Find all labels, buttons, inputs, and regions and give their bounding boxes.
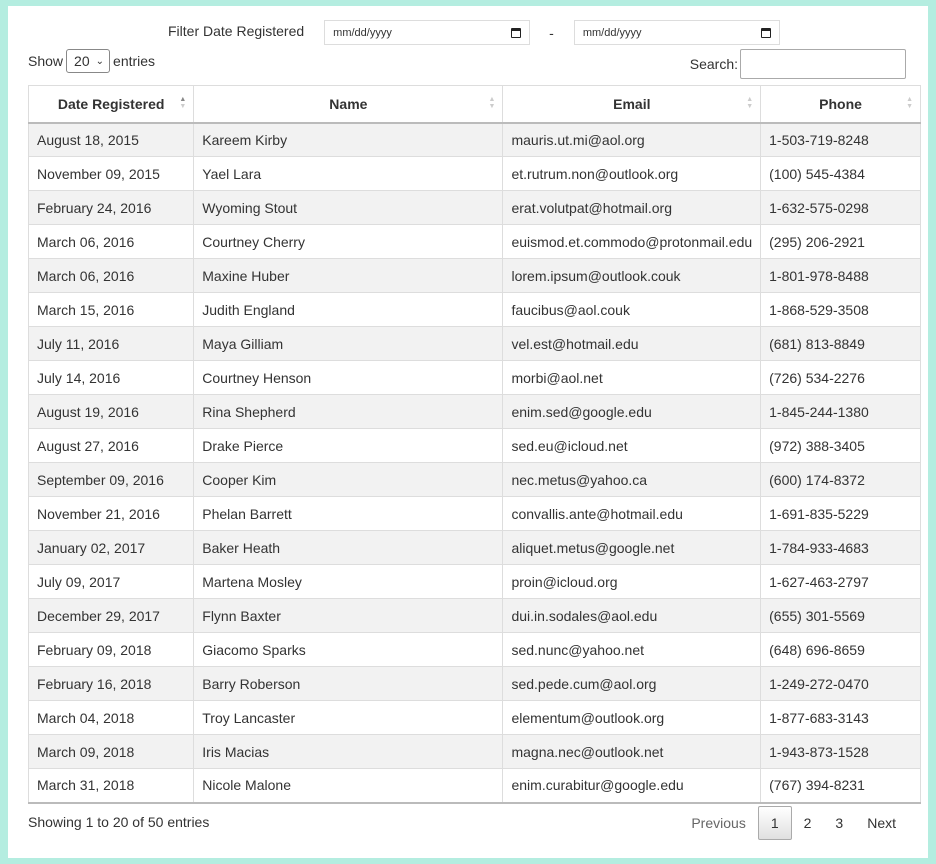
search-input[interactable]	[740, 49, 906, 79]
cell-date: February 24, 2016	[29, 191, 194, 225]
table-row[interactable]	[29, 157, 921, 191]
previous-button[interactable]: Previous	[691, 815, 746, 831]
table-row[interactable]	[29, 463, 921, 497]
cell-name: Troy Lancaster	[194, 701, 503, 735]
cell-name: Rina Shepherd	[194, 395, 503, 429]
cell-phone: (655) 301-5569	[761, 599, 921, 633]
cell-name: Cooper Kim	[194, 463, 503, 497]
cell-phone: (648) 696-8659	[761, 633, 921, 667]
cell-phone: (681) 813-8849	[761, 327, 921, 361]
table-row[interactable]	[29, 667, 921, 701]
cell-email: mauris.ut.mi@aol.org	[503, 123, 761, 157]
column-header-phone[interactable]	[761, 86, 921, 123]
cell-date: July 09, 2017	[29, 565, 194, 599]
cell-phone: 1-877-683-3143	[761, 701, 921, 735]
date-separator: -	[549, 24, 554, 41]
cell-name: Courtney Cherry	[194, 225, 503, 259]
cell-name: Judith England	[194, 293, 503, 327]
cell-phone: (767) 394-8231	[761, 769, 921, 803]
table-row[interactable]	[29, 531, 921, 565]
column-header-label: Name	[329, 95, 368, 112]
search-label: Search:	[689, 56, 738, 72]
cell-name: Phelan Barrett	[194, 497, 503, 531]
cell-phone: 1-801-978-8488	[761, 259, 921, 293]
cell-phone: (600) 174-8372	[761, 463, 921, 497]
date-from-placeholder: mm/dd/yyyy	[333, 26, 392, 39]
cell-date: January 02, 2017	[29, 531, 194, 565]
cell-email: sed.pede.cum@aol.org	[503, 667, 761, 701]
column-header-date-registered[interactable]	[29, 86, 194, 123]
cell-email: aliquet.metus@google.net	[503, 531, 761, 565]
cell-email: magna.nec@outlook.net	[503, 735, 761, 769]
column-header-email[interactable]	[503, 86, 761, 123]
cell-email: et.rutrum.non@outlook.org	[503, 157, 761, 191]
table-info: Showing 1 to 20 of 50 entries	[28, 814, 210, 830]
cell-date: March 06, 2016	[29, 259, 194, 293]
cell-name: Yael Lara	[194, 157, 503, 191]
cell-phone: 1-784-933-4683	[761, 531, 921, 565]
cell-name: Giacomo Sparks	[194, 633, 503, 667]
cell-email: morbi@aol.net	[503, 361, 761, 395]
date-from-input[interactable]	[324, 20, 530, 45]
cell-name: Wyoming Stout	[194, 191, 503, 225]
cell-date: November 21, 2016	[29, 497, 194, 531]
table-row[interactable]	[29, 633, 921, 667]
table-row[interactable]	[29, 429, 921, 463]
cell-phone: 1-691-835-5229	[761, 497, 921, 531]
length-control	[28, 49, 155, 73]
cell-date: July 14, 2016	[29, 361, 194, 395]
column-header-name[interactable]	[194, 86, 503, 123]
cell-name: Nicole Malone	[194, 769, 503, 803]
date-to-placeholder: mm/dd/yyyy	[582, 26, 642, 39]
cell-name: Barry Roberson	[194, 667, 503, 701]
column-header-label: Date Registered	[57, 95, 165, 112]
cell-name: Maxine Huber	[194, 259, 503, 293]
table-row[interactable]	[29, 293, 921, 327]
cell-date: March 06, 2016	[29, 225, 194, 259]
cell-date: September 09, 2016	[29, 463, 194, 497]
table-row[interactable]	[29, 327, 921, 361]
cell-name: Drake Pierce	[194, 429, 503, 463]
cell-phone: 1-503-719-8248	[761, 123, 921, 157]
cell-phone: 1-249-272-0470	[761, 667, 921, 701]
cell-email: erat.volutpat@hotmail.org	[503, 191, 761, 225]
table-row[interactable]	[29, 565, 921, 599]
next-button[interactable]: Next	[867, 815, 896, 831]
filter-label: Filter Date Registered	[168, 22, 305, 39]
sort-icon: ▲ ▼	[906, 96, 913, 110]
cell-name: Baker Heath	[194, 531, 503, 565]
cell-email: convallis.ante@hotmail.edu	[503, 497, 761, 531]
table-row[interactable]	[29, 191, 921, 225]
cell-phone: 1-943-873-1528	[761, 735, 921, 769]
cell-date: November 09, 2015	[29, 157, 194, 191]
cell-date: December 29, 2017	[29, 599, 194, 633]
table-row[interactable]	[29, 361, 921, 395]
table-row[interactable]	[29, 497, 921, 531]
table-row[interactable]	[29, 225, 921, 259]
cell-date: February 16, 2018	[29, 667, 194, 701]
calendar-icon[interactable]	[511, 28, 521, 38]
sort-icon: ▲ ▼	[488, 96, 496, 110]
entries-label: entries	[113, 53, 156, 69]
cell-date: March 31, 2018	[29, 769, 194, 803]
cell-name: Martena Mosley	[194, 565, 503, 599]
table-row[interactable]	[29, 735, 921, 769]
cell-email: faucibus@aol.couk	[503, 293, 761, 327]
cell-email: lorem.ipsum@outlook.couk	[503, 259, 761, 293]
panel	[8, 6, 928, 858]
cell-email: elementum@outlook.org	[503, 701, 761, 735]
column-header-label: Email	[613, 95, 651, 112]
cell-date: August 18, 2015	[29, 123, 194, 157]
sort-icon: ▲ ▼	[179, 96, 187, 110]
date-to-input[interactable]	[574, 20, 780, 45]
cell-date: August 19, 2016	[29, 395, 194, 429]
table-row[interactable]	[29, 701, 921, 735]
cell-name: Maya Gilliam	[194, 327, 503, 361]
cell-phone: 1-627-463-2797	[761, 565, 921, 599]
cell-name: Kareem Kirby	[194, 123, 503, 157]
pagination	[679, 806, 908, 840]
table-row[interactable]	[29, 123, 921, 157]
page-1-button[interactable]: 1	[758, 806, 792, 840]
cell-name: Courtney Henson	[194, 361, 503, 395]
entries-select[interactable]	[66, 49, 110, 73]
cell-phone: 1-632-575-0298	[761, 191, 921, 225]
cell-email: enim.sed@google.edu	[503, 395, 761, 429]
data-table	[28, 85, 921, 804]
search-control	[690, 49, 906, 79]
table-row[interactable]	[29, 599, 921, 633]
cell-name: Flynn Baxter	[194, 599, 503, 633]
cell-phone: (972) 388-3405	[761, 429, 921, 463]
page-2-button[interactable]: 2	[803, 815, 812, 831]
sort-icon: ▲ ▼	[746, 96, 754, 110]
cell-phone: (295) 206-2921	[761, 225, 921, 259]
cell-email: dui.in.sodales@aol.edu	[503, 599, 761, 633]
cell-email: enim.curabitur@google.edu	[503, 769, 761, 803]
cell-phone: (100) 545-4384	[761, 157, 921, 191]
cell-phone: 1-845-244-1380	[761, 395, 921, 429]
cell-date: August 27, 2016	[29, 429, 194, 463]
table-row[interactable]	[29, 259, 921, 293]
column-header-label: Phone	[819, 95, 862, 112]
cell-date: February 09, 2018	[29, 633, 194, 667]
cell-email: vel.est@hotmail.edu	[503, 327, 761, 361]
date-filter	[168, 20, 780, 45]
entries-value: 20	[74, 53, 90, 69]
cell-phone: 1-868-529-3508	[761, 293, 921, 327]
chevron-down-icon: ⌄	[95, 55, 104, 67]
cell-name: Iris Macias	[194, 735, 503, 769]
cell-date: March 15, 2016	[29, 293, 194, 327]
table-row[interactable]	[29, 769, 921, 803]
show-label: Show	[28, 53, 64, 69]
cell-date: March 09, 2018	[29, 735, 194, 769]
cell-email: euismod.et.commodo@protonmail.edu	[503, 225, 761, 259]
table-row[interactable]	[29, 395, 921, 429]
cell-phone: (726) 534-2276	[761, 361, 921, 395]
cell-email: sed.eu@icloud.net	[503, 429, 761, 463]
cell-email: sed.nunc@yahoo.net	[503, 633, 761, 667]
page-3-button[interactable]: 3	[835, 815, 844, 831]
cell-email: nec.metus@yahoo.ca	[503, 463, 761, 497]
calendar-icon[interactable]	[761, 28, 771, 38]
cell-date: March 04, 2018	[29, 701, 194, 735]
cell-email: proin@icloud.org	[503, 565, 761, 599]
cell-date: July 11, 2016	[29, 327, 194, 361]
